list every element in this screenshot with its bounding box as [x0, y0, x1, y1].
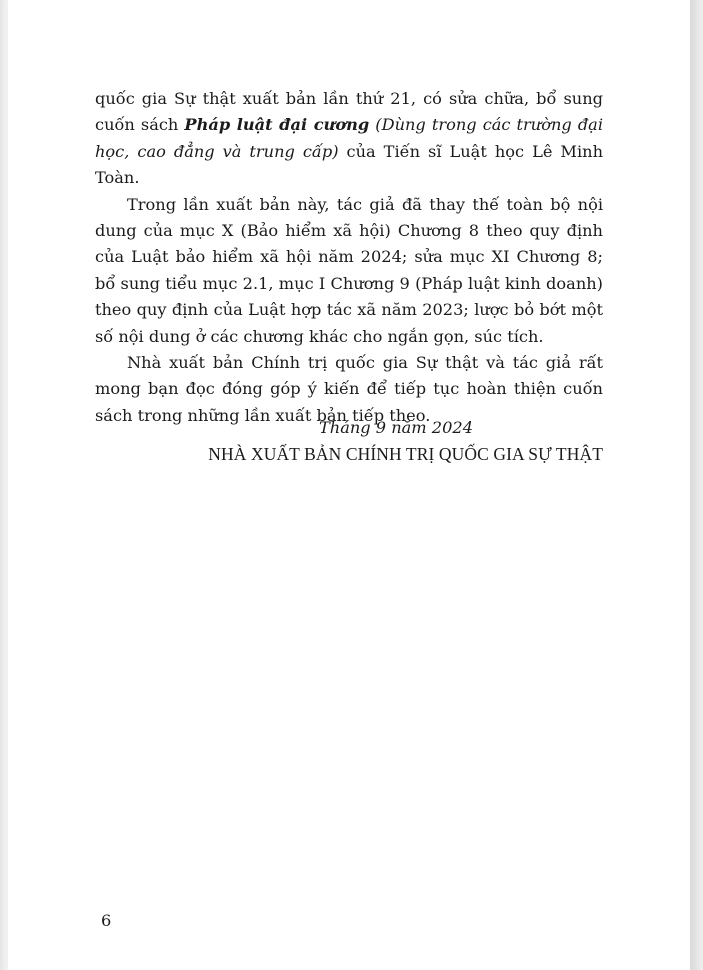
book-title: Pháp luật đại cương — [184, 115, 370, 135]
paragraph-feedback: Nhà xuất bản Chính trị quốc gia Sự thật và tác giả rất mong bạn đọc đóng góp ý kiến để tiếp tục hoàn thiện cuốn sách trong những lần xuất bản tiếp theo. — [95, 353, 603, 425]
body-text — [95, 86, 603, 429]
page-right-edge — [690, 0, 703, 970]
publisher-signature: NHÀ XUẤT BẢN CHÍNH TRỊ QUỐC GIA SỰ THẬT — [208, 444, 603, 464]
paragraph-1-author: của Tiến sĩ Luật học Lê Minh Toàn. — [95, 141, 603, 188]
paragraph-revisions: Trong lần xuất bản này, tác giả đã thay thế toàn bộ nội dung của mục X (Bảo hiểm xã hội) Chương 8 theo quy định của Luật bảo hiểm xã hội năm 2024; sửa mục XI Chương 8; bổ sung tiểu mục 2.1, mục I Chương 9 (Pháp luật kinh doanh) theo quy định của Luật hợp tác xã năm 2023; lược bỏ bớt một số nội dung ở các chương khác cho ngắn gọn, súc tích. — [95, 194, 603, 346]
page-number: 6 — [101, 911, 112, 930]
page-left-edge — [0, 0, 8, 970]
paragraph-1-text: quốc gia Sự thật xuất bản lần thứ 21, có sửa chữa, bổ sung cuốn sách — [95, 89, 603, 135]
date-line: Tháng 9 năm 2024 — [318, 418, 474, 437]
book-subtitle: (Dùng trong các trường đại học, cao đẳng và trung cấp) — [95, 115, 604, 161]
paragraph-continuation — [95, 86, 603, 192]
